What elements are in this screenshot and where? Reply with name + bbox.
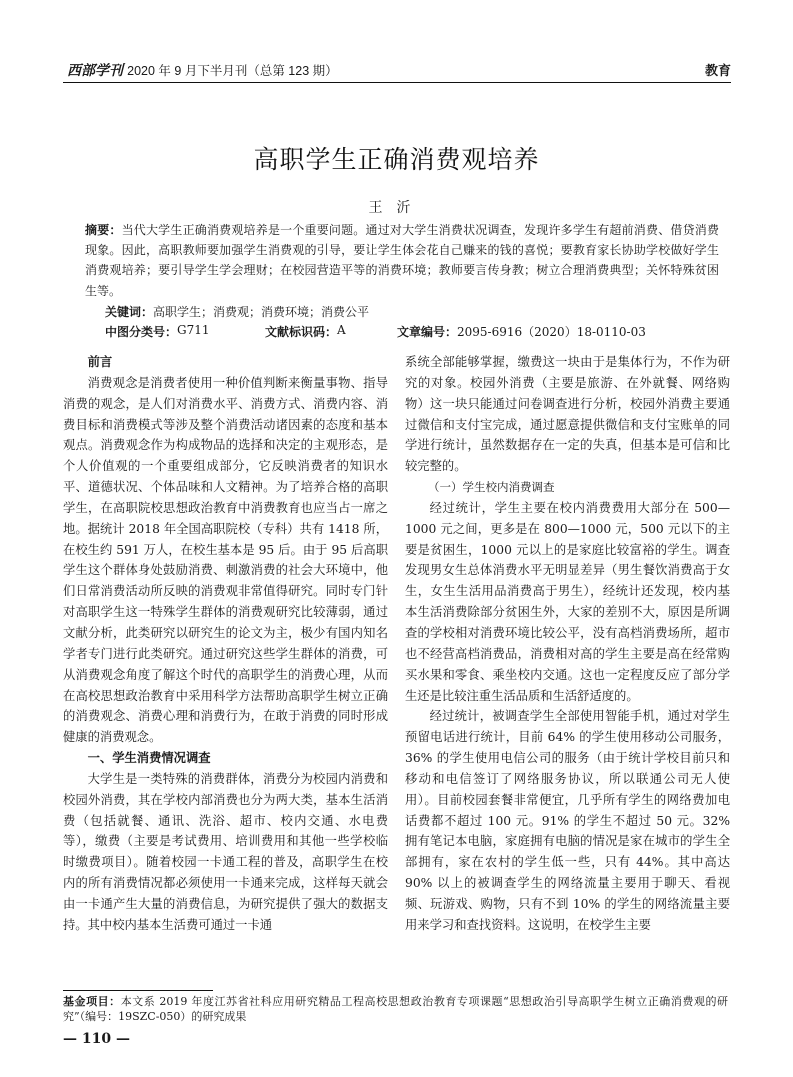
page-number: — 110 — — [63, 1031, 130, 1047]
clc-value: G711 — [177, 323, 210, 337]
clc-label: 中图分类号： — [105, 325, 178, 339]
keywords — [105, 303, 719, 320]
article-author: 王沂 — [368, 200, 425, 216]
paragraph: 消费观念是消费者使用一种价值判断来衡量事物、指导消费的观念，是人们对消费水平、消费方式、消费内容、消费目标和消费模式等涉及整个消费活动诸因素的态度和基本观点。消费观念作为构成物品的选择和决定的主观形态，是个人价值观的一个重要组成部分，它反映消费者的知识水平、道德状况、个体品味和人文精神。为了培养合格的高职学生，在高职院校思想政治教育中消费教育也应当占一席之地。据统计 2018 年全国高职院校（专科）共有 1418 所，在校生约 591 万人，在校生基本是 95 后。由于 95 后高职学生这个群体身处鼓励消费、刺激消费的社会大环境中，他们日常消费活动所反映的消费观非常值得研究。同时专门针对高职学生这一特殊学生群体的消费观研究比较薄弱，通过文献分析，此类研究以研究生的论文为主，极少有国内知名学者专门进行此类研究。通过研究这些学生群体的消费，可从消费观念角度了解这个时代的高职学生的消费心理，从而在高校思想政治教育中采用科学方法帮助高职学生树立正确的消费观念、消费心理和消费行为，在敢于消费的同时形成健康的消费观念。 — [63, 375, 388, 745]
funding-footnote — [63, 994, 728, 1024]
paragraph-continued: 系统全部能够掌握，缴费这一块由于是集体行为，不作为研究的对象。校园外消费（主要是旅游、在外就餐、网络购物）这一块只能通过问卷调查进行分析，校园外消费主要通过微信和支付宝完成，通过愿意提供微信和支付宝账单的同学进行统计，虽然数据存在一定的失真，但基本是可信和比较完整的。 — [405, 355, 730, 474]
article-no-label: 文章编号： — [397, 325, 458, 339]
keywords-text: 高职学生；消费观；消费环境；消费公平 — [153, 305, 370, 319]
subsection-heading-campus: （一）学生校内消费调查 — [428, 480, 555, 495]
paragraph: 经过统计，学生主要在校内消费费用大部分在 500—1000 元之间，更多是在 800—1000 元，500 元以下的主要是贫困生，1000 元以上的是家庭比较富裕的学生。调查发现男女生总体消费水平无明显差异（男生餐饮消费高于女生，女生生活用品消费高于男生），经统计还发现，校内基本生活消费除部分贫困生外，大家的差别不大，原因是所调查的学校相对消费环境比较公平，没有高档消费场所，超市也不经营高档消费品，消费相对高的学生主要是高在经常购买水果和零食、乘坐校内交通。这也一定程度反应了部分学生还是比较注重生活品质和生活舒适度的。 — [405, 500, 730, 703]
clc-code — [105, 323, 210, 340]
section-name: 教育 — [704, 63, 731, 78]
footnote-text: 本文系 2019 年度江苏省社科应用研究精品工程高校思想政治教育专项课题“思想政治引导高职学生树立正确消费观的研究”（编号：19SZC-050）的研究成果 — [63, 995, 729, 1023]
article-number — [397, 323, 646, 340]
paragraph: 经过统计，被调查学生全部使用智能手机，通过对学生预留电话进行统计，目前 64% 的学生使用移动公司服务，36% 的学生使用电信公司的服务（由于统计学校目前只和移动和电信签订了网络服务协议，所以联通公司无人使用）。目前校园套餐非常便宜，几乎所有学生的网络费加电话费都不超过 100 元。91% 的学生不超过 50 元。32% 拥有笔记本电脑，家庭拥有电脑的情况是家在城市的学生全部拥有，家在农村的学生低一些，只有 44%。其中高达 90% 以上的被调查学生的网络流量主要用于聊天、看视频、玩游戏、购物，只有不到 10% 的学生的网络流量主要用来学习和查找资料。这说明，在校学生主要 — [405, 709, 730, 932]
classification-row — [105, 323, 719, 341]
abstract-text: 当代大学生正确消费观培养是一个重要问题。通过对大学生消费状况调查，发现许多学生有超前消费、借贷消费现象。因此，高职教师要加强学生消费观的引导，要让学生体会花自己赚来的钱的喜悦；要教育家长协助学校做好学生消费观培养；要引导学生学会理财；在校园营造平等的消费环境；教师要言传身教；树立合理消费典型；关怀特殊贫困生等。 — [85, 223, 719, 298]
abstract-label: 摘要： — [85, 223, 122, 237]
paragraph: 大学生是一类特殊的消费群体，消费分为校园内消费和校园外消费，其在学校内部消费也分为两大类，基本生活消费（包括就餐、通讯、洗浴、超市、校内交通、水电费等），缴费（主要是考试费用、培训费用和其他一些学校临时缴费项目）。随着校园一卡通工程的普及，高职学生在校内的所有消费情况都必须使用一卡通来完成，这样每天就会由一卡通产生大量的消费信息，为研究提供了强大的数据支持。其中校内基本生活费可通过一卡通 — [63, 771, 388, 932]
header-left — [67, 60, 338, 80]
issue-info: 2020 年 9 月下半月刊（总第 123 期） — [127, 64, 338, 78]
body-column-left — [63, 352, 388, 936]
doc-code-label: 文献标识码： — [265, 325, 338, 339]
running-header — [67, 58, 731, 80]
journal-name: 西部学刊 — [67, 63, 123, 79]
article-no-value: 2095-6916（2020）18-0110-03 — [457, 325, 646, 339]
keywords-label: 关键词： — [105, 305, 154, 319]
body-column-right — [405, 352, 730, 936]
section-heading-survey: 一、学生消费情况调查 — [87, 751, 211, 766]
section-heading-preface: 前言 — [87, 355, 113, 369]
header-rule — [63, 82, 731, 83]
footnote-label: 基金项目： — [63, 995, 121, 1008]
abstract — [85, 220, 719, 301]
doc-code-value: A — [337, 323, 346, 337]
article-title: 高职学生正确消费观培养 — [253, 145, 540, 174]
footnote-rule — [63, 990, 213, 991]
document-code — [265, 323, 346, 340]
